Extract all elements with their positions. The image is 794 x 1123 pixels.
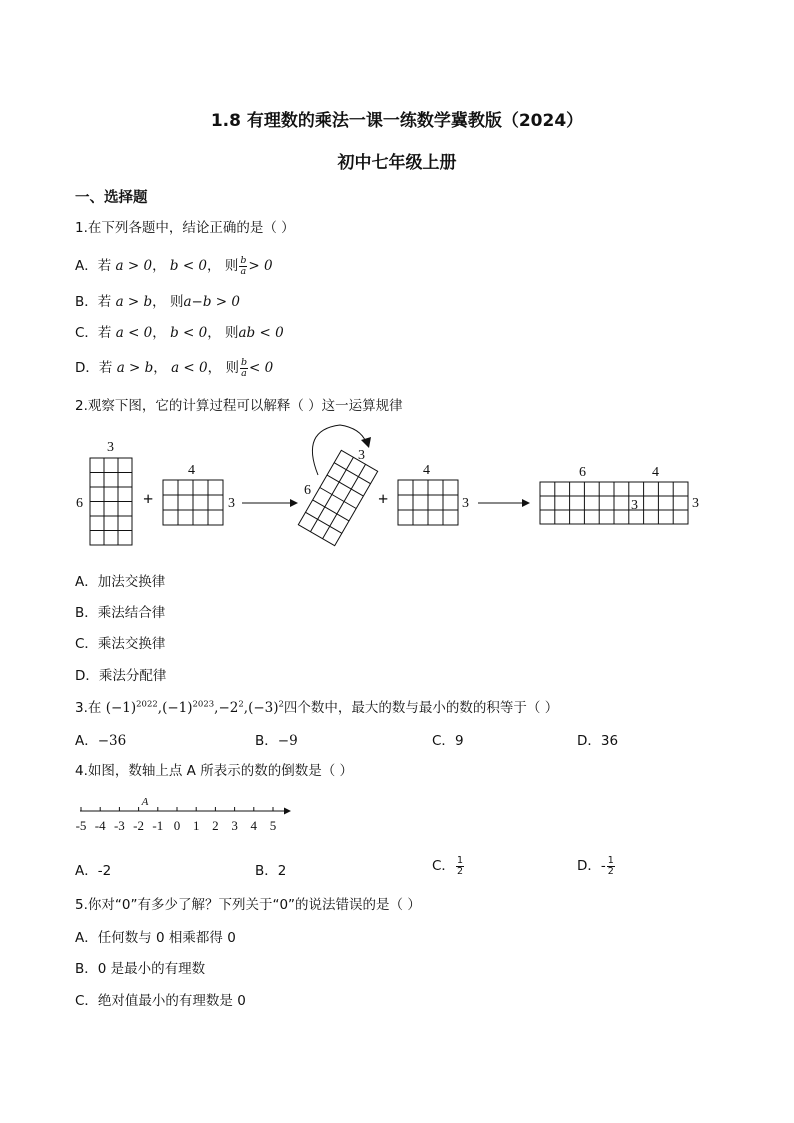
axis-tick-label: 2 [212,818,219,833]
document-subtitle: 初中七年级上册 [337,153,457,173]
grid-3-by-6 [90,458,132,545]
question-5-option-c: C．绝对值最小的有理数是 0 [75,993,246,1009]
option-label: A．若 [75,258,112,274]
condition: a > b [115,294,153,310]
axis-tick-label: 3 [231,818,238,833]
rotated-grid [298,450,377,545]
comparison: < 0 [249,360,274,376]
question-5-option-b: B．0 是最小的有理数 [75,961,206,977]
condition: a < 0 [115,325,153,341]
axis-tick-label: 4 [250,818,258,833]
fraction: $\frac{1}{2}$ [456,854,463,877]
question-5-option-a: A．任何数与 0 相乘都得 0 [75,930,236,946]
point-a-label: A [141,796,149,808]
then-word: 则 [224,258,239,274]
condition: a > b [116,360,154,376]
question-1-stem: 1.在下列各题中，结论正确的是（ ） [75,220,295,236]
condition: a < 0 [171,360,208,376]
question-2-stem: 2.观察下图，它的计算过程可以解释（ ）这一运算规律 [75,398,403,414]
axis-tick-label: -2 [133,818,145,833]
result: a−b > 0 [183,294,240,310]
question-3-option-c: C．9 [432,733,464,749]
axis-tick-label: -3 [113,818,125,833]
document-title: 1.8 有理数的乘法一课一练数学冀教版（2024） [210,111,584,131]
question-1-option-b: B．若 a > b， 则a−b > 0 [75,294,240,310]
section-heading: 一、选择题 [75,190,148,206]
condition: b < 0 [169,258,208,274]
figure-label: 4 [188,463,195,478]
arrow-head [522,499,530,507]
comparison: > 0 [248,258,273,274]
plus-sign: + [378,489,389,509]
option-label: C．若 [75,325,112,341]
question-3-option-b: B．−9 [255,733,298,749]
rotation-arrow-head [361,437,371,448]
question-2-option-a: A．加法交换律 [75,574,166,590]
figure-label: 4 [423,463,430,478]
figure-label: 3 [358,448,365,463]
condition: b < 0 [170,325,208,341]
figure-label: 6 [76,496,83,511]
expression: $(-1)^{2022},(-1)^{2023},-2^2,(-3)^2$ [105,699,284,716]
question-4-option-b: B．2 [255,863,287,879]
arrow-head [290,499,298,507]
question-1-option-c: C．若 a < 0， b < 0， 则ab < 0 [75,325,284,341]
question-1-option-a: A．若 a > 0， b < 0， 则 $\frac{b}{a}$ > 0 [75,254,273,277]
question-3-option-d: D．36 [577,733,619,749]
fraction: $\frac{b}{a}$ [240,254,247,277]
figure-label: 4 [652,465,659,480]
figure-label: 3 [107,440,114,455]
question-2-option-d: D．乘法分配律 [75,668,167,684]
question-4-option-a: A．-2 [75,863,112,879]
question-3-option-a: A．−36 [75,733,127,749]
question-2-option-b: B．乘法结合律 [75,605,166,621]
axis-tick-label: 1 [192,818,200,833]
question-3-stem: 3.在 $(-1)^{2022},(-1)^{2023},-2^2,(-3)^2$四个数中，最大的数与最小的数的积等于（ ） [75,699,559,716]
grid-10-by-3 [540,482,688,524]
then-word: 则 [225,325,239,341]
grid-4-by-3-second [398,480,458,525]
axis-arrow-head [284,808,291,815]
plus-sign: + [143,489,154,509]
option-label: B．若 [75,294,112,310]
then-word: 则 [225,360,239,376]
grid-4-by-3 [163,480,223,525]
figure-label: 3 [462,496,469,511]
axis-tick-label: -4 [94,818,106,833]
figure-label: 3 [228,496,235,511]
fraction: $\frac{1}{2}$ [607,854,614,877]
fraction: $\frac{b}{a}$ [240,356,248,379]
axis-tick-label: -5 [75,818,87,833]
question-2-option-c: C．乘法交换律 [75,636,166,652]
axis-tick-label: -1 [152,818,164,833]
question-4-stem: 4.如图，数轴上点 A 所表示的数的倒数是（ ） [75,763,353,779]
then-word: 则 [169,294,184,310]
number-line [70,790,300,840]
axis-tick-label: 5 [269,818,277,833]
question-4-option-d: D．- $\frac{1}{2}$ [577,854,614,877]
figure-label: 3 [631,498,638,513]
figure-label: 6 [304,483,311,498]
result: ab < 0 [238,325,284,341]
condition: a > 0 [115,258,153,274]
option-label: D．若 [75,360,113,376]
question-4-option-c: C． $\frac{1}{2}$ [432,854,463,877]
question-5-stem: 5.你对“0”有多少了解？下列关于“0”的说法错误的是（ ） [75,897,421,913]
question-1-option-d: D．若 a > b， a < 0， 则 $\frac{b}{a}$ < 0 [75,356,274,379]
axis-tick-label: 0 [173,818,181,833]
figure-label: 6 [579,465,586,480]
figure-label: 3 [692,496,699,511]
